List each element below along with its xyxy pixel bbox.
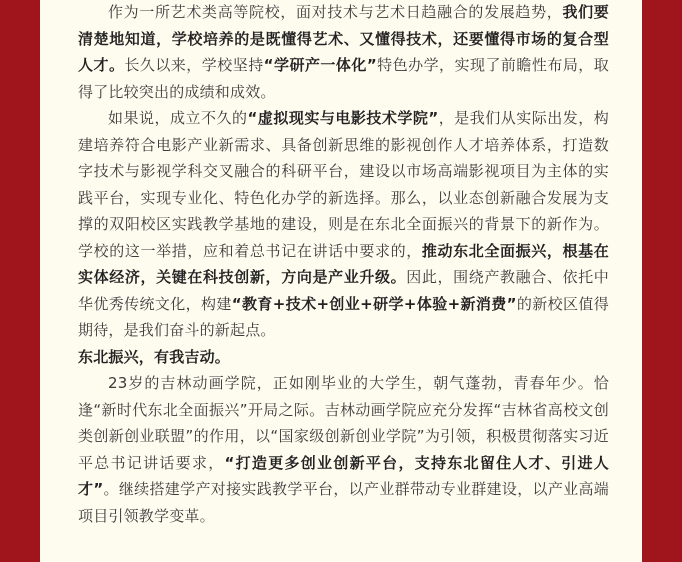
- right-red-border: [642, 0, 682, 562]
- article-paper: [40, 0, 642, 562]
- paragraph-3: [78, 344, 609, 371]
- bold-text-run: “虚拟现实与电影技术学院”: [247, 109, 439, 127]
- bold-text-run: 我们要清楚地知道，学校培养的是既懂得艺术、又懂得技术，还要懂得市场的复合型人才。: [78, 3, 609, 74]
- text-run: 特色办学，实现了前瞻性布局，取得了比较突出的成绩和成效。: [78, 56, 609, 101]
- bold-text-run: “教育+技术+创业+研学+体验+新消费”: [231, 294, 517, 313]
- text-run: 作为一所艺术类高等院校，面对技术与艺术日趋融合的发展趋势，: [108, 3, 563, 21]
- paragraph-1: [78, 0, 609, 105]
- bold-text-run: “打造更多创业创新平台，支持东北留住人才、引进人才”: [78, 453, 609, 498]
- article-body: [78, 0, 609, 529]
- bold-text-run: 东北振兴，有我吉动。: [78, 347, 231, 366]
- text-run: 长久以来，学校坚持: [124, 56, 264, 74]
- left-red-border: [0, 0, 40, 562]
- bold-text-run: 推动东北全面振兴，根基在实体经济，关键在科技创新，方向是产业升级。: [78, 241, 610, 286]
- bold-text-run: “学研产一体化”: [263, 56, 377, 74]
- paragraph-4: [78, 370, 609, 529]
- text-run: 23岁的吉林动画学院，正如刚毕业的大学生，朝气蓬勃，青春年少。恰逢“新时代东北全面振兴”开局之际。吉林动画学院应充分发挥“吉林省高校文创类创新创业联盟”的作用，以“国家级创新创业学院”为引领，积极贯彻落实习近平总书记讲话要求，: [78, 374, 609, 472]
- text-run: 如果说，成立不久的: [108, 109, 248, 127]
- paragraph-2: [78, 105, 609, 344]
- text-run: 的新校区值得期待，是我们奋斗的新起点。: [78, 294, 609, 339]
- text-run: 。继续搭建学产对接实践教学平台，以产业群带动专业群建设，以产业高端项目引领教学变革。: [78, 480, 609, 525]
- text-run: ，是我们从实际出发，构建培养符合电影产业新需求、具备创新思维的影视创作人才培养体系，打造数字技术与影视学科交叉融合的科研平台，建设以市场高端影视项目为主体的实践平台，实现专业化、特色化办学的新选择。那么，以业态创新融合发展为支撑的双阳校区实践教学基地的建设，则是在东北全面振兴的背景下的新作为。学校的这一举措，应和着总书记在讲话中要求的，: [78, 109, 610, 260]
- text-run: 因此，围绕产教融合、依托中华优秀传统文化，构建: [78, 268, 609, 313]
